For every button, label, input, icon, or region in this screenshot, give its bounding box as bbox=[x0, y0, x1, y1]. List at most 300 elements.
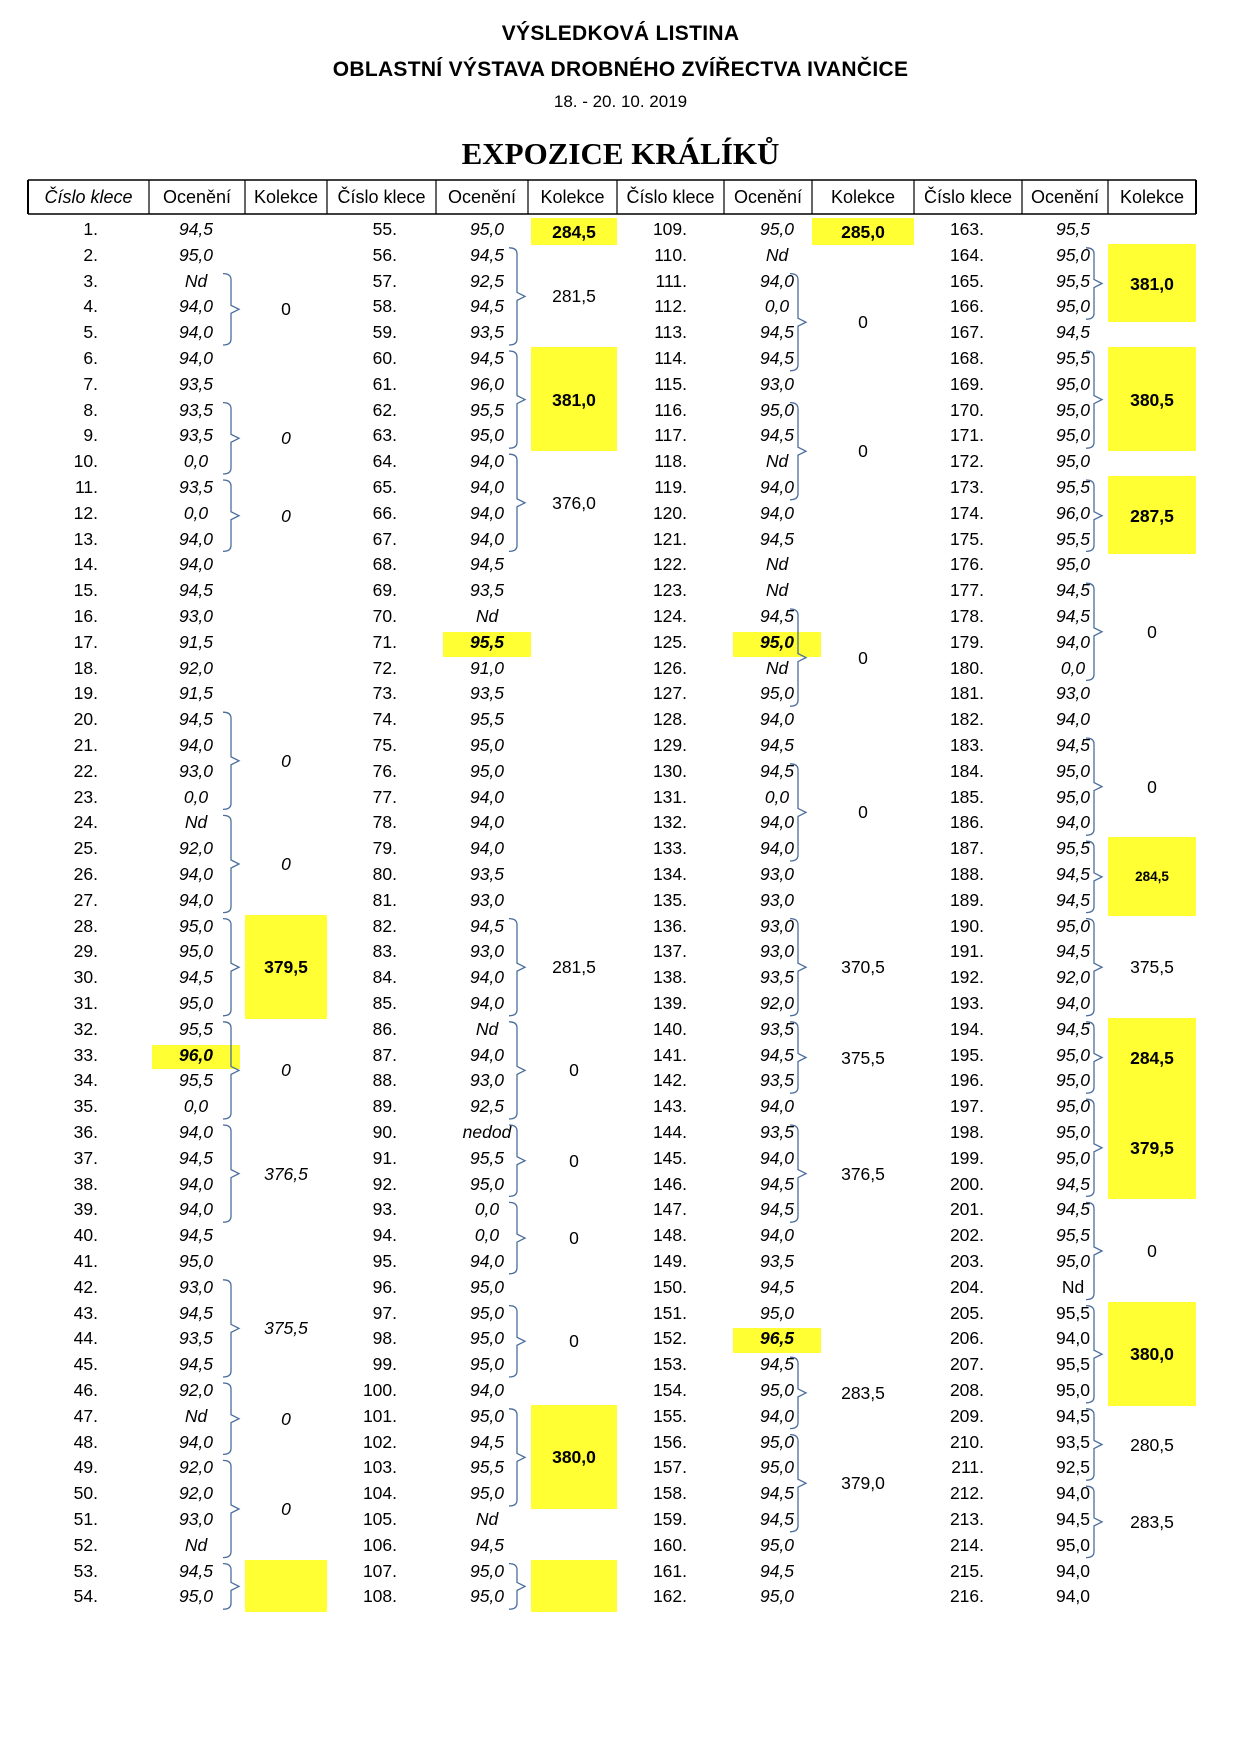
collection-total: 376,0 bbox=[552, 492, 596, 513]
collection-bracket bbox=[790, 1125, 806, 1222]
cage-number: 122. bbox=[652, 554, 687, 575]
cage-number: 92. bbox=[372, 1173, 397, 1194]
cage-number: 85. bbox=[372, 993, 397, 1013]
score-value: 94,0 bbox=[759, 477, 795, 497]
collection-bracket bbox=[509, 1125, 525, 1196]
cage-number: 121. bbox=[652, 528, 687, 549]
cage-number: 111. bbox=[655, 270, 687, 291]
cage-number: 45. bbox=[73, 1354, 98, 1375]
score-value: 94,0 bbox=[469, 477, 505, 497]
cage-number: 176. bbox=[949, 554, 984, 575]
cage-number: 81. bbox=[372, 889, 397, 910]
cage-number: 38. bbox=[73, 1173, 98, 1194]
cage-number: 214. bbox=[949, 1534, 984, 1555]
score-value: 95,5 bbox=[1055, 528, 1091, 549]
cage-number: 113. bbox=[654, 322, 687, 343]
score-value: 95,5 bbox=[1055, 219, 1091, 239]
score-value: 93,5 bbox=[759, 1251, 795, 1271]
collection-bracket bbox=[223, 1125, 239, 1222]
cage-number: 124. bbox=[652, 606, 687, 626]
collection-bracket bbox=[223, 1022, 239, 1119]
score-value: 95,0 bbox=[759, 1457, 795, 1478]
score-value: 95,5 bbox=[1055, 1302, 1091, 1323]
collection-total: 380,0 bbox=[552, 1447, 596, 1468]
cage-number: 166. bbox=[949, 296, 984, 317]
score-value: 95,0 bbox=[759, 1302, 795, 1323]
cage-number: 196. bbox=[949, 1070, 984, 1091]
score-value: 93,0 bbox=[178, 606, 214, 626]
score-value: Nd bbox=[475, 606, 499, 626]
cage-number: 65. bbox=[372, 477, 397, 497]
cage-number: 72. bbox=[372, 657, 397, 678]
score-value: 95,0 bbox=[1055, 1096, 1091, 1117]
cage-number: 141. bbox=[652, 1044, 687, 1065]
cage-number: 206. bbox=[949, 1328, 984, 1349]
cage-number: 75. bbox=[372, 735, 397, 755]
collection-total: 281,5 bbox=[552, 957, 596, 978]
cage-number: 18. bbox=[73, 657, 98, 678]
score-value: 92,0 bbox=[178, 1483, 214, 1504]
score-value: 94,0 bbox=[469, 502, 505, 523]
score-value: 95,0 bbox=[469, 1302, 505, 1323]
score-value: 93,0 bbox=[469, 941, 505, 962]
cage-number: 154. bbox=[652, 1380, 687, 1400]
cage-number: 53. bbox=[73, 1560, 98, 1581]
cage-number: 174. bbox=[949, 502, 984, 523]
cage-number: 164. bbox=[949, 244, 984, 265]
score-value: 95,5 bbox=[1055, 1354, 1091, 1375]
column-header-score: Ocenění bbox=[733, 187, 803, 207]
score-value: 95,5 bbox=[469, 1457, 505, 1478]
cage-number: 83. bbox=[372, 941, 397, 962]
collection-total: 0 bbox=[569, 1228, 579, 1249]
cage-number: 41. bbox=[73, 1251, 98, 1271]
cage-number: 143. bbox=[652, 1096, 687, 1117]
score-value: 95,0 bbox=[178, 941, 214, 962]
collection-total: 284,5 bbox=[1135, 868, 1169, 884]
score-value: 93,5 bbox=[178, 373, 214, 394]
score-value: 94,5 bbox=[759, 1173, 795, 1194]
cage-number: 213. bbox=[949, 1509, 984, 1529]
cage-number: 106. bbox=[362, 1534, 397, 1555]
cage-number: 104. bbox=[362, 1483, 397, 1504]
document-subtitle: OBLASTNÍ VÝSTAVA DROBNÉHO ZVÍŘECTVA IVANČICE bbox=[332, 58, 909, 81]
score-value: 94,0 bbox=[469, 528, 505, 549]
score-value: Nd bbox=[184, 812, 208, 833]
score-value: 0,0 bbox=[183, 451, 209, 472]
score-value: 94,0 bbox=[178, 296, 214, 317]
collection-total: 284,5 bbox=[1130, 1047, 1174, 1068]
cage-number: 189. bbox=[949, 889, 984, 910]
cage-number: 60. bbox=[372, 348, 397, 368]
score-value: 0,0 bbox=[183, 1096, 209, 1117]
cage-number: 140. bbox=[652, 1018, 687, 1039]
cage-number: 138. bbox=[652, 967, 687, 988]
score-value: 95,5 bbox=[469, 709, 505, 730]
cage-number: 86. bbox=[372, 1018, 397, 1039]
score-value: 91,5 bbox=[178, 683, 214, 704]
score-value: 94,0 bbox=[178, 528, 214, 549]
score-value: 94,5 bbox=[759, 1199, 795, 1220]
collection-total: 283,5 bbox=[1130, 1511, 1174, 1532]
score-value: 91,0 bbox=[469, 657, 505, 678]
cage-number: 126. bbox=[652, 657, 687, 678]
score-value: 94,0 bbox=[469, 993, 505, 1013]
cage-number: 150. bbox=[652, 1276, 687, 1297]
cage-number: 2. bbox=[83, 244, 98, 265]
cage-number: 180. bbox=[949, 657, 984, 678]
cage-number: 55. bbox=[372, 219, 397, 239]
score-value: 94,5 bbox=[1055, 606, 1091, 626]
score-value: 94,5 bbox=[1055, 941, 1091, 962]
cage-number: 125. bbox=[652, 631, 687, 652]
cage-number: 151. bbox=[652, 1302, 687, 1323]
collection-total: 379,0 bbox=[841, 1473, 885, 1494]
score-value: 95,0 bbox=[1055, 1122, 1091, 1142]
score-value: 94,5 bbox=[759, 606, 795, 626]
score-value: 0,0 bbox=[764, 786, 790, 807]
collection-total: 0 bbox=[281, 750, 291, 771]
score-value: 94,5 bbox=[469, 1534, 505, 1555]
score-value: 0,0 bbox=[474, 1199, 500, 1220]
cage-number: 73. bbox=[372, 683, 397, 704]
cage-number: 91. bbox=[372, 1147, 397, 1168]
score-value: 95,0 bbox=[1055, 1044, 1091, 1065]
score-value: 92,0 bbox=[178, 1457, 214, 1478]
score-value: 94,5 bbox=[759, 322, 795, 343]
score-value: 95,0 bbox=[469, 425, 505, 446]
cage-number: 156. bbox=[652, 1431, 687, 1452]
cage-number: 186. bbox=[949, 812, 984, 833]
cage-number: 87. bbox=[372, 1044, 397, 1065]
score-value: 93,0 bbox=[469, 889, 505, 910]
score-value: 93,0 bbox=[469, 1070, 505, 1091]
score-value: 94,5 bbox=[759, 1044, 795, 1065]
collection-total: 0 bbox=[1147, 621, 1157, 642]
cage-number: 35. bbox=[73, 1096, 98, 1117]
score-value: 93,0 bbox=[759, 864, 795, 884]
cage-number: 182. bbox=[949, 709, 984, 730]
score-value: 94,0 bbox=[759, 1096, 795, 1117]
collection-bracket bbox=[1086, 919, 1102, 1016]
cage-number: 184. bbox=[949, 760, 984, 781]
score-value: 95,0 bbox=[1055, 373, 1091, 394]
score-value: 93,5 bbox=[178, 425, 214, 446]
collection-total: 0 bbox=[281, 1408, 291, 1429]
cage-number: 17. bbox=[73, 631, 98, 652]
score-value: 93,0 bbox=[178, 1509, 214, 1529]
score-value: 95,0 bbox=[1055, 1147, 1091, 1168]
cage-number: 8. bbox=[83, 399, 98, 420]
cage-number: 23. bbox=[73, 786, 98, 807]
score-value: 95,0 bbox=[469, 1586, 505, 1607]
cage-number: 181. bbox=[949, 683, 984, 704]
collection-total: 370,5 bbox=[841, 957, 885, 978]
cage-number: 16. bbox=[73, 606, 98, 626]
score-value: 93,5 bbox=[469, 864, 505, 884]
collection-total: 0 bbox=[281, 299, 291, 320]
score-value: 95,0 bbox=[759, 399, 795, 420]
collection-bracket bbox=[223, 274, 239, 345]
score-value: 94,0 bbox=[759, 1405, 795, 1426]
cage-number: 28. bbox=[73, 915, 98, 936]
score-value: 94,5 bbox=[759, 1354, 795, 1375]
score-value: 93,0 bbox=[759, 373, 795, 394]
score-value: 94,0 bbox=[469, 812, 505, 833]
cage-number: 129. bbox=[652, 735, 687, 755]
cage-number: 44. bbox=[73, 1328, 98, 1349]
collection-total: 376,5 bbox=[264, 1163, 308, 1184]
cage-number: 112. bbox=[654, 296, 687, 317]
cage-number: 149. bbox=[652, 1251, 687, 1271]
cage-number: 201. bbox=[949, 1199, 984, 1220]
cage-number: 203. bbox=[949, 1251, 984, 1271]
collection-bracket bbox=[509, 351, 525, 448]
score-value: 94,0 bbox=[1055, 631, 1091, 652]
collection-bracket bbox=[790, 1357, 806, 1428]
score-value: 95,0 bbox=[178, 1251, 214, 1271]
score-value: 94,5 bbox=[178, 709, 214, 730]
score-value: 94,5 bbox=[759, 425, 795, 446]
score-value: 95,5 bbox=[469, 399, 505, 420]
cage-number: 162. bbox=[652, 1586, 687, 1607]
collection-total: 0 bbox=[281, 1060, 291, 1081]
score-value: 95,0 bbox=[759, 631, 795, 652]
collection-total: 375,5 bbox=[1130, 957, 1174, 978]
score-value: 95,0 bbox=[469, 219, 505, 239]
cage-number: 210. bbox=[949, 1431, 984, 1452]
score-value: 94,0 bbox=[759, 1147, 795, 1168]
column-header-score: Ocenění bbox=[162, 187, 232, 207]
column-header-score: Ocenění bbox=[1030, 187, 1100, 207]
column-header-collection: Kolekce bbox=[1119, 187, 1185, 207]
score-value: 94,5 bbox=[178, 967, 214, 988]
cage-number: 110. bbox=[654, 244, 687, 265]
cage-number: 127. bbox=[652, 683, 687, 704]
score-value: 94,0 bbox=[178, 1122, 214, 1142]
score-value: 93,5 bbox=[469, 580, 505, 601]
collection-bracket bbox=[790, 609, 806, 706]
cage-number: 139. bbox=[652, 993, 687, 1013]
column-header-score: Ocenění bbox=[447, 187, 517, 207]
cage-number: 142. bbox=[652, 1070, 687, 1091]
score-value: 95,0 bbox=[178, 1586, 214, 1607]
score-value: 94,0 bbox=[178, 322, 214, 343]
cage-number: 11. bbox=[74, 477, 98, 497]
score-value: 95,0 bbox=[178, 993, 214, 1013]
score-value: 94,0 bbox=[759, 709, 795, 730]
score-value: 95,0 bbox=[759, 683, 795, 704]
collection-bracket bbox=[509, 1409, 525, 1506]
score-value: 0,0 bbox=[1060, 657, 1086, 678]
collection-bracket bbox=[509, 1306, 525, 1377]
score-value: 96,0 bbox=[178, 1044, 214, 1065]
score-value: 93,0 bbox=[178, 760, 214, 781]
cage-number: 159. bbox=[652, 1509, 687, 1529]
cage-number: 167. bbox=[949, 322, 984, 343]
cage-number: 96. bbox=[372, 1276, 397, 1297]
cage-number: 205. bbox=[949, 1302, 984, 1323]
cage-number: 100. bbox=[362, 1380, 397, 1400]
score-value: 93,5 bbox=[759, 967, 795, 988]
collection-bracket bbox=[790, 403, 806, 500]
collection-bracket bbox=[509, 248, 525, 345]
cage-number: 14. bbox=[73, 554, 98, 575]
cage-number: 98. bbox=[372, 1328, 397, 1349]
cage-number: 119. bbox=[654, 477, 687, 497]
cage-number: 172. bbox=[949, 451, 984, 472]
collection-total: 0 bbox=[858, 802, 868, 823]
cage-number: 52. bbox=[73, 1534, 98, 1555]
score-value: 93,5 bbox=[178, 477, 214, 497]
cage-number: 117. bbox=[654, 425, 687, 446]
cage-number: 103. bbox=[362, 1457, 397, 1478]
cage-number: 120. bbox=[652, 502, 687, 523]
score-value: Nd bbox=[475, 1018, 499, 1039]
score-value: 95,0 bbox=[1055, 554, 1091, 575]
cage-number: 66. bbox=[372, 502, 397, 523]
cage-number: 47. bbox=[73, 1405, 98, 1426]
cage-number: 207. bbox=[949, 1354, 984, 1375]
score-value: 94,5 bbox=[178, 1560, 214, 1581]
score-value: 94,5 bbox=[469, 244, 505, 265]
score-value: 95,0 bbox=[1055, 296, 1091, 317]
score-value: 94,5 bbox=[759, 528, 795, 549]
score-value: 94,0 bbox=[759, 812, 795, 833]
cage-number: 93. bbox=[372, 1199, 397, 1220]
cage-number: 173. bbox=[949, 477, 984, 497]
cage-number: 57. bbox=[372, 270, 397, 291]
collection-bracket bbox=[1086, 1099, 1102, 1196]
cage-number: 9. bbox=[83, 425, 98, 446]
score-value: 95,0 bbox=[759, 1586, 795, 1607]
score-value: 94,5 bbox=[1055, 1509, 1091, 1529]
collection-total: 0 bbox=[569, 1150, 579, 1171]
cage-number: 27. bbox=[73, 889, 98, 910]
score-value: 95,0 bbox=[1055, 1380, 1091, 1400]
score-value: 92,0 bbox=[178, 838, 214, 859]
collection-total: 381,0 bbox=[552, 389, 596, 410]
cage-number: 147. bbox=[652, 1199, 687, 1220]
collection-bracket bbox=[790, 1022, 806, 1093]
score-value: 95,5 bbox=[1055, 477, 1091, 497]
score-value: 94,0 bbox=[178, 554, 214, 575]
cage-number: 160. bbox=[652, 1534, 687, 1555]
cage-number: 215. bbox=[949, 1560, 984, 1581]
score-value: 93,5 bbox=[759, 1122, 795, 1142]
collection-total: 375,5 bbox=[841, 1047, 885, 1068]
score-value: 94,5 bbox=[469, 1431, 505, 1452]
score-value: 92,0 bbox=[178, 657, 214, 678]
score-value: 95,0 bbox=[1055, 399, 1091, 420]
cage-number: 133. bbox=[652, 838, 687, 859]
cage-number: 153. bbox=[652, 1354, 687, 1375]
cage-number: 40. bbox=[73, 1225, 98, 1246]
cage-number: 101. bbox=[362, 1405, 397, 1426]
score-value: 95,5 bbox=[469, 1147, 505, 1168]
score-value: 94,0 bbox=[1055, 709, 1091, 730]
collection-total: 379,5 bbox=[1130, 1137, 1174, 1158]
collection-total: 375,5 bbox=[264, 1318, 308, 1339]
score-value: 95,0 bbox=[759, 1431, 795, 1452]
score-value: 93,5 bbox=[178, 399, 214, 420]
cage-number: 107. bbox=[362, 1560, 397, 1581]
score-value: 94,5 bbox=[178, 580, 214, 601]
cage-number: 188. bbox=[949, 864, 984, 884]
cage-number: 31. bbox=[73, 993, 98, 1013]
collection-bracket bbox=[790, 274, 806, 371]
cage-number: 34. bbox=[73, 1070, 98, 1091]
cage-number: 49. bbox=[73, 1457, 98, 1478]
score-value: 0,0 bbox=[183, 786, 209, 807]
score-value: 93,0 bbox=[759, 941, 795, 962]
cage-number: 128. bbox=[652, 709, 687, 730]
cage-number: 134. bbox=[652, 864, 687, 884]
score-value: 94,0 bbox=[469, 838, 505, 859]
cage-number: 10. bbox=[73, 451, 98, 472]
cage-number: 208. bbox=[949, 1380, 984, 1400]
collection-total: 0 bbox=[281, 1499, 291, 1519]
cage-number: 63. bbox=[372, 425, 397, 446]
document-title: VÝSLEDKOVÁ LISTINA bbox=[501, 22, 740, 45]
cage-number: 54. bbox=[73, 1586, 98, 1607]
collection-bracket bbox=[1086, 1202, 1102, 1299]
collection-total: 0 bbox=[1147, 776, 1157, 797]
collection-total: 0 bbox=[858, 312, 868, 333]
collection-bracket bbox=[223, 403, 239, 474]
collection-bracket bbox=[223, 1460, 239, 1557]
collection-bracket bbox=[1086, 1022, 1102, 1093]
score-value: 94,5 bbox=[1055, 1018, 1091, 1039]
score-value: 95,5 bbox=[1055, 838, 1091, 859]
cage-number: 197. bbox=[949, 1096, 984, 1117]
score-value: 94,0 bbox=[178, 348, 214, 368]
collection-bracket bbox=[790, 919, 806, 1016]
cage-number: 190. bbox=[949, 915, 984, 936]
score-value: Nd bbox=[765, 657, 789, 678]
cage-number: 71. bbox=[372, 631, 397, 652]
score-value: 96,5 bbox=[759, 1328, 795, 1349]
score-value: 94,5 bbox=[469, 554, 505, 575]
score-value: Nd bbox=[765, 554, 789, 575]
cage-number: 77. bbox=[372, 786, 397, 807]
score-value: Nd bbox=[765, 580, 789, 601]
cage-number: 105. bbox=[362, 1509, 397, 1529]
collection-bracket bbox=[1086, 1306, 1102, 1403]
score-value: 94,5 bbox=[178, 1354, 214, 1375]
score-value: 95,0 bbox=[469, 1483, 505, 1504]
score-value: 95,5 bbox=[1055, 1225, 1091, 1246]
collection-bracket bbox=[223, 712, 239, 809]
collection-bracket bbox=[790, 764, 806, 861]
score-value: 94,5 bbox=[759, 1560, 795, 1581]
cage-number: 108. bbox=[362, 1586, 397, 1607]
score-value: 95,0 bbox=[469, 1560, 505, 1581]
score-value: 95,5 bbox=[1055, 348, 1091, 368]
cage-number: 187. bbox=[949, 838, 984, 859]
score-value: 94,0 bbox=[178, 1173, 214, 1194]
score-value: 95,0 bbox=[469, 1173, 505, 1194]
score-value: 0,0 bbox=[474, 1225, 500, 1246]
score-value: 93,0 bbox=[178, 1276, 214, 1297]
score-value: 94,0 bbox=[759, 270, 795, 291]
score-value: 94,5 bbox=[1055, 580, 1091, 601]
score-value: Nd bbox=[184, 1405, 208, 1426]
score-value: 96,0 bbox=[469, 373, 505, 394]
collection-bracket bbox=[1086, 841, 1102, 912]
score-value: 95,0 bbox=[469, 1276, 505, 1297]
cage-number: 6. bbox=[83, 348, 98, 368]
